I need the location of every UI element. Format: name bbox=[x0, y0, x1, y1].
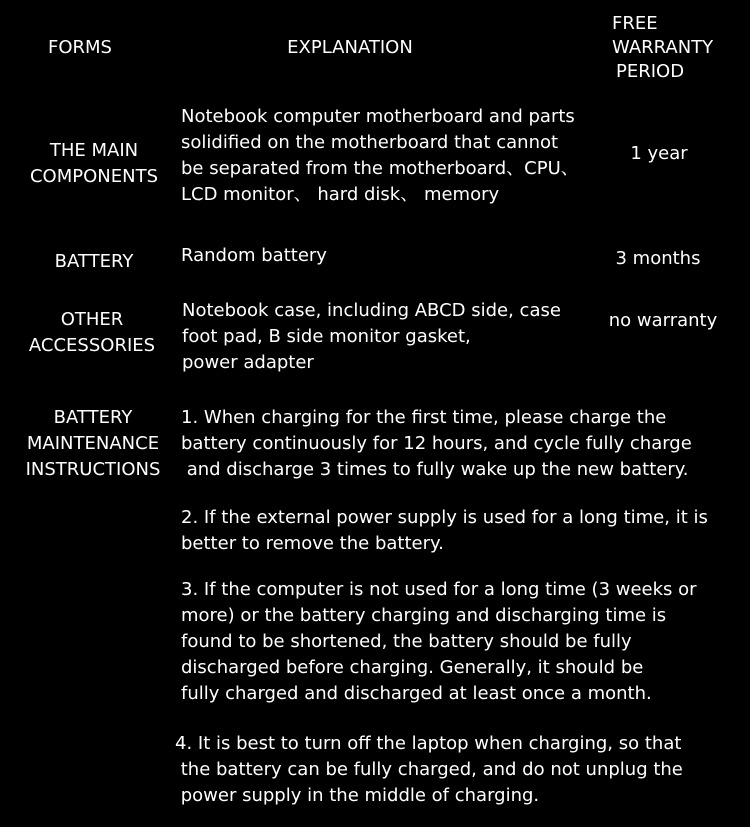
maintenance-item-line: and discharge 3 times to fully wake up the new battery. bbox=[181, 459, 689, 480]
maintenance-item-line: power supply in the middle of charging. bbox=[175, 785, 540, 806]
maintenance-item-1 bbox=[181, 405, 741, 483]
form-label: BATTERY bbox=[54, 251, 134, 272]
header-forms bbox=[20, 35, 140, 61]
maintenance-item-line: fully charged and discharged at least once a month. bbox=[181, 683, 652, 704]
form-label: COMPONENTS bbox=[29, 166, 158, 187]
maintenance-item-2 bbox=[181, 505, 741, 557]
header-warranty-line: FREE bbox=[612, 13, 658, 34]
header-warranty-line: PERIOD bbox=[616, 61, 685, 82]
maintenance-item-4 bbox=[175, 731, 741, 809]
form-label: OTHER bbox=[60, 309, 124, 330]
explanation-line: Notebook case, including ABCD side, case bbox=[182, 300, 561, 321]
warranty-value: 3 months bbox=[615, 248, 701, 269]
header-explanation-label: EXPLANATION bbox=[287, 37, 413, 58]
explanation-line: power adapter bbox=[182, 352, 314, 373]
warranty-value: no warranty bbox=[608, 310, 718, 331]
maintenance-item-line: 3. If the computer is not used for a long time (3 weeks or bbox=[181, 579, 697, 600]
row-battery-warranty bbox=[598, 246, 718, 272]
maintenance-title-line: MAINTENANCE bbox=[26, 433, 160, 454]
explanation-line: LCD monitor、 hard disk、 memory bbox=[181, 184, 500, 205]
row-battery-explanation bbox=[181, 243, 601, 269]
maintenance-title bbox=[16, 405, 170, 483]
form-label: THE MAIN bbox=[49, 140, 139, 161]
explanation-line: solidified on the motherboard that cannot bbox=[181, 132, 559, 153]
maintenance-title-line: BATTERY bbox=[53, 407, 133, 428]
row-main-components-explanation bbox=[181, 104, 601, 208]
row-main-components-warranty bbox=[600, 141, 718, 167]
maintenance-item-line: the battery can be fully charged, and do not unplug the bbox=[175, 759, 683, 780]
maintenance-item-line: 4. It is best to turn off the laptop when charging, so that bbox=[175, 733, 682, 754]
warranty-value: 1 year bbox=[630, 143, 688, 164]
form-label: ACCESSORIES bbox=[28, 335, 156, 356]
row-battery-form bbox=[18, 249, 170, 275]
maintenance-item-line: better to remove the battery. bbox=[181, 533, 444, 554]
header-warranty bbox=[612, 12, 742, 84]
header-forms-label: FORMS bbox=[48, 37, 112, 58]
row-other-accessories-form bbox=[14, 307, 170, 359]
header-warranty-line: WARRANTY bbox=[612, 37, 714, 58]
maintenance-title-line: INSTRUCTIONS bbox=[25, 459, 161, 480]
explanation-line: be separated from the motherboard、CPU、 bbox=[181, 158, 579, 179]
explanation-line: foot pad, B side monitor gasket, bbox=[182, 326, 471, 347]
explanation-line: Notebook computer motherboard and parts bbox=[181, 106, 575, 127]
maintenance-item-line: found to be shortened, the battery should be fully bbox=[181, 631, 632, 652]
maintenance-item-line: 1. When charging for the first time, please charge the bbox=[181, 407, 667, 428]
maintenance-item-line: battery continuously for 12 hours, and cycle fully charge bbox=[181, 433, 692, 454]
header-explanation bbox=[200, 35, 500, 61]
row-other-accessories-warranty bbox=[604, 308, 722, 334]
row-main-components-form bbox=[18, 138, 170, 190]
maintenance-item-line: more) or the battery charging and discharging time is bbox=[181, 605, 667, 626]
row-other-accessories-explanation bbox=[182, 298, 602, 376]
maintenance-item-line: discharged before charging. Generally, it should be bbox=[181, 657, 644, 678]
explanation-line: Random battery bbox=[181, 245, 327, 266]
maintenance-item-3 bbox=[181, 577, 741, 707]
maintenance-item-line: 2. If the external power supply is used for a long time, it is bbox=[181, 507, 708, 528]
